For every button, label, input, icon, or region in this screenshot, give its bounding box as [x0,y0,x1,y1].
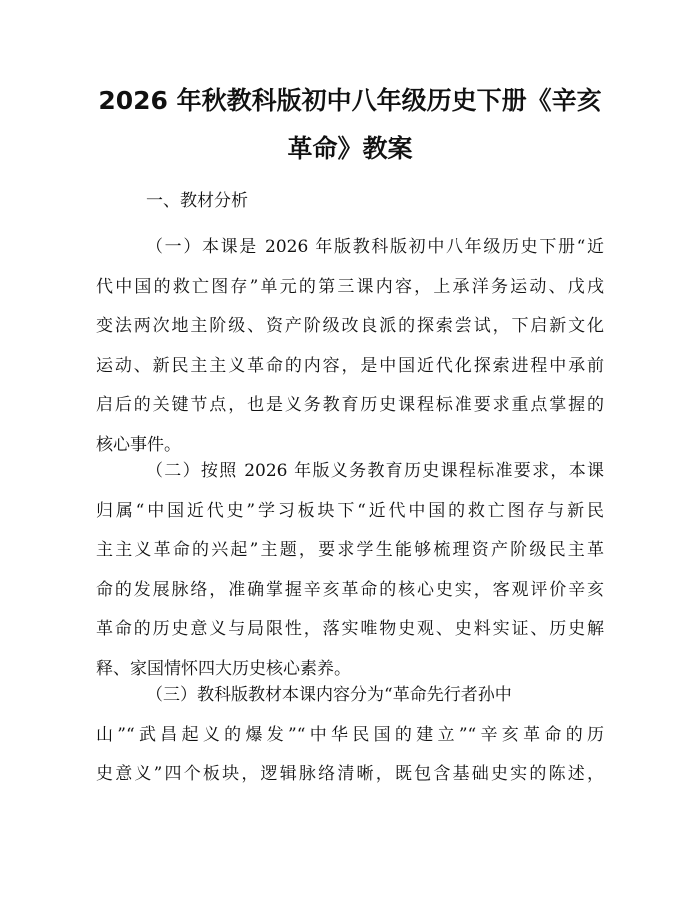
document-title-line-1: 2026 年秋教科版初中八年级历史下册《辛亥 [98,86,602,115]
paragraph-line: （三）教科版教材本课内容分为“革命先行者孙中 [146,685,512,705]
paragraph-line: 释、家国情怀四大历史核心素养。 [96,658,351,679]
paragraph-line: 主主义革命的兴起”主题，要求学生能够梳理资产阶级民主革 [96,540,604,560]
paragraph-line: 运动、新民主主义革命的内容，是中国近代化探索进程中承前 [96,355,604,376]
paragraph-1 [96,228,604,465]
paragraph-line: 变法两次地主阶级、资产阶级改良派的探索尝试，下启新文化 [96,316,604,336]
paragraph-3 [96,676,604,795]
paragraph-2 [96,452,604,689]
paragraph-line: 命的发展脉络，准确掌握辛亥革命的核心史实，客观评价辛亥 [96,579,604,600]
paragraph-line: （一）本课是 2026 年版教科版初中八年级历史下册“近 [146,237,604,257]
paragraph-line: 革命的历史意义与局限性，落实唯物史观、史料实证、历史解 [96,619,604,639]
paragraph-line: 山”“武昌起义的爆发”“中华民国的建立”“辛亥革命的历 [96,724,604,745]
paragraph-line: 启后的关键节点，也是义务教育历史课程标准要求重点掌握的 [96,395,604,415]
paragraph-line: （二）按照 2026 年版义务教育历史课程标准要求，本课 [146,461,604,481]
section-heading: 一、教材分析 [146,191,248,211]
paragraph-line: 代中国的救亡图存”单元的第三课内容，上承洋务运动、戊戌 [96,276,604,297]
document-title-line-2: 革命》教案 [287,134,413,163]
paragraph-line: 史意义”四个板块，逻辑脉络清晰，既包含基础史实的陈述， [96,764,604,784]
paragraph-line: 核心事件。 [96,434,181,455]
paragraph-line: 归属“中国近代史”学习板块下“近代中国的救亡图存与新民 [96,500,604,521]
